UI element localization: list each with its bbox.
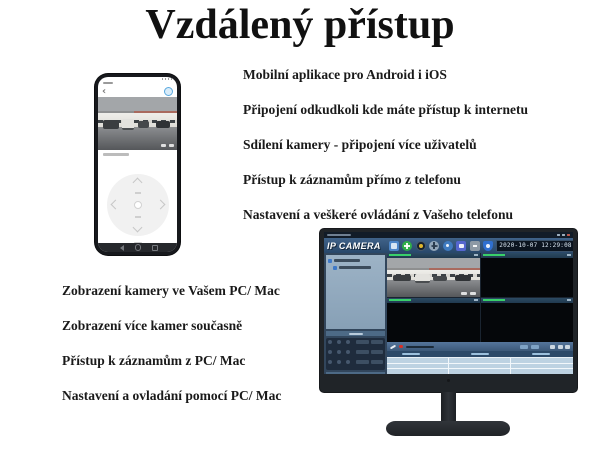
ptz-section-label [98,150,177,163]
security-shield-icon[interactable] [483,241,493,251]
monitor-base [386,421,510,436]
table-column-header [532,353,550,355]
app-toolbar [389,241,494,251]
app-body [324,253,573,374]
feature-item: Přístup k záznamům z PC/ Mac [62,353,246,368]
phone-app-navbar [98,86,177,97]
playback-toolbar [387,342,573,351]
mute-icon[interactable] [161,144,166,148]
pc-feature-list [62,283,281,423]
maximize-icon[interactable] [562,234,565,237]
video-cell-2[interactable] [481,253,574,297]
video-grid [387,253,573,342]
ptz-down-icon[interactable] [132,223,142,233]
mobile-feature-list [243,67,528,242]
feature-item: Mobilní aplikace pro Android i iOS [243,67,447,82]
ptz-right-icon[interactable] [155,200,165,210]
live-view-icon[interactable] [389,241,399,251]
monitor-mockup [320,229,577,392]
add-device-icon[interactable] [402,241,412,251]
mute-icon[interactable] [461,292,467,295]
edit-pencil-icon[interactable] [390,344,396,349]
feature-item: Přístup k záznamům přímo z telefonu [243,172,461,187]
settings-gear-icon[interactable] [443,241,453,251]
phone-screen [98,77,177,252]
monitor-stand [441,392,456,423]
scene-roof [134,111,177,113]
record-indicator [399,345,403,349]
feature-item: Zobrazení více kamer současně [62,318,243,333]
zoom-out-mark[interactable] [135,216,141,218]
camera-scene [98,97,177,150]
status-time [103,82,113,84]
app-title: IP CAMERA [327,240,381,251]
scene-car [103,120,119,128]
feature-item: Nastavení a veškeré ovládání z Vašeho telefonu [243,207,513,222]
device-tree[interactable] [326,255,385,329]
video-cell-1[interactable] [387,253,480,297]
record-status-text [406,346,434,348]
monitor-logo [447,379,450,382]
page-title: Vzdálený přístup [145,2,455,48]
file-manager-icon[interactable] [456,241,466,251]
monitor-screen [324,232,573,374]
record-table [387,351,573,374]
android-home-icon[interactable] [135,244,142,251]
android-recents-icon[interactable] [152,245,158,251]
feature-item: Sdílení kamery - připojení více uživatelů [243,137,477,152]
device-tree-item[interactable] [333,264,383,271]
feature-item: Zobrazení kamery ve Vašem PC/ Mac [62,283,280,298]
camera-scene [387,258,480,298]
account-icon[interactable] [164,87,173,96]
lock-icon[interactable] [470,241,480,251]
video-cell-titlebar [481,253,574,258]
close-icon[interactable] [567,234,570,237]
ptz-compass-icon[interactable] [429,241,439,251]
phone-nav-bar[interactable] [98,243,177,252]
ptz-function-buttons[interactable] [356,340,383,368]
video-cell-titlebar [387,298,480,303]
datetime-display: 2020-10-07 12:29:08 [496,240,573,252]
ptz-center-button[interactable] [134,201,142,209]
device-tree-item[interactable] [328,257,383,264]
toolbar-right-buttons[interactable] [550,345,570,349]
sidebar-footer [326,372,385,374]
table-column-header [402,353,420,355]
video-cell-titlebar [481,298,574,303]
snapshot-icon[interactable] [470,292,476,295]
back-chevron-icon[interactable]: ‹ [102,85,107,97]
window-title-text [327,234,351,236]
table-body [387,357,573,375]
scene-sky [98,97,177,111]
ptz-left-icon[interactable] [110,200,120,210]
android-back-icon[interactable] [117,245,124,251]
video-cell-4[interactable] [481,298,574,342]
window-controls[interactable] [557,234,570,237]
phone-status-bar [98,77,177,86]
video-cell-3[interactable] [387,298,480,342]
scene-van [122,119,135,130]
view-mode-buttons[interactable] [520,345,539,349]
camera-live-view [98,97,177,150]
ptz-control-panel[interactable] [326,338,385,370]
minimize-icon[interactable] [557,234,560,237]
scene-car [156,121,169,128]
ptz-panel-header [326,331,385,336]
ptz-pad[interactable] [107,174,169,236]
status-icons [162,78,172,88]
snapshot-icon[interactable] [169,144,174,148]
playback-icon[interactable] [416,241,426,251]
app-header [324,238,573,253]
phone-mockup [95,74,180,255]
zoom-in-mark[interactable] [135,192,141,194]
video-cell-titlebar [387,253,480,258]
table-column-header [471,353,489,355]
feature-item: Nastavení a ovladání pomocí PC/ Mac [62,388,282,403]
scene-car [138,121,150,128]
ptz-direction-grid[interactable] [328,340,353,368]
feature-item: Připojení odkudkoli kde máte přístup k internetu [243,102,529,117]
device-tree-panel [324,253,387,374]
ptz-up-icon[interactable] [132,178,142,188]
